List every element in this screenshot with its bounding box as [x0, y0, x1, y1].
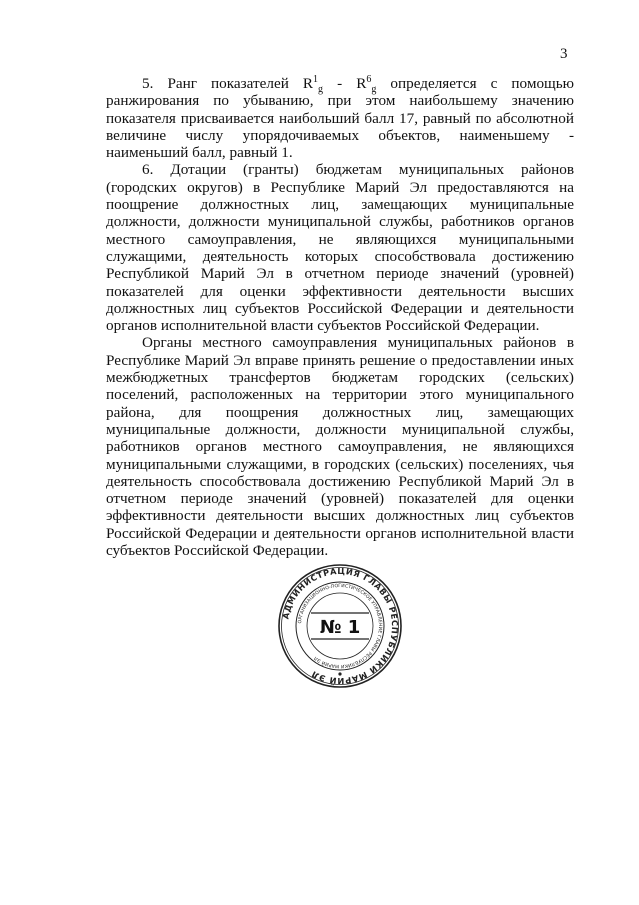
- paragraph-5-rest: определяется с помощью ранжирования по убыванию, при этом наибольшему значению показателя присваивается наибольший балл 17, равный по абсолютной величине числу упорядочиваемых объектов, наименьшему - наименьший балл, равный 1.: [106, 75, 575, 162]
- formula-dash: -: [323, 75, 357, 92]
- seal-inner-text: ОРГАНИЗАЦИОННО-ЛОГИСТИЧЕСКОЕ УПРАВЛЕНИЕ ГЛАВЫ РЕСПУБЛИКИ МАРИЙ ЭЛ: [298, 583, 383, 669]
- document-body: [106, 75, 574, 559]
- paragraph-5-lead: 5. Ранг показателей: [142, 75, 303, 92]
- paragraph-5: [106, 75, 574, 161]
- seal-graphic: [277, 563, 403, 689]
- formula-sub-2: g: [371, 84, 377, 96]
- formula-sup-2: 6: [366, 73, 372, 85]
- paragraph-6: 6. Дотации (гранты) бюджетам муниципальных районов (городских округов) в Республике Марий Эл предоставляются на поощрение должностных лиц, замещающих муниципальные должности, должности муниципальной службы, работников органов местного самоуправления, не являющихся муниципальными служащими, деятельность которых способствовала достижению Республикой Марий Эл в отчетном периоде значений (уровней) показателей для оценки эффективности деятельности высших должностных лиц субъектов Российской Федерации и деятельности органов исполнительной власти субъектов Российской Федерации.: [106, 161, 574, 335]
- paragraph-7: Органы местного самоуправления муниципальных районов в Республике Марий Эл вправе принять решение о предоставлении иных межбюджетных трансфертов бюджетам городских (сельских) поселений, расположенных на территории этого муниципального района, для поощрения должностных лиц, замещающих муниципальные должности, должности муниципальной службы, работников органов местного самоуправления, не являющихся муниципальными служащими, в городских (сельских) поселениях, чья деятельность способствовала достижению Республикой Марий Эл в отчетном периоде значений (уровней) показателей для оценки эффективности деятельности высших должностных лиц субъектов Российской Федерации и деятельности органов исполнительной власти субъектов Российской Федерации.: [106, 334, 574, 560]
- page-number: 3: [560, 46, 568, 62]
- formula-sup-1: 1: [313, 73, 319, 85]
- formula-sub-1: g: [318, 84, 324, 96]
- formula-base-2: R: [356, 75, 367, 92]
- formula-base-1: R: [302, 75, 314, 92]
- seal-outer-text: АДМИНИСТРАЦИЯ ГЛАВЫ РЕСПУБЛИКИ МАРИЙ ЭЛ: [280, 565, 401, 687]
- official-seal-stamp: [277, 563, 403, 689]
- seal-number: № 1: [319, 617, 361, 638]
- rank-formula: [302, 73, 377, 96]
